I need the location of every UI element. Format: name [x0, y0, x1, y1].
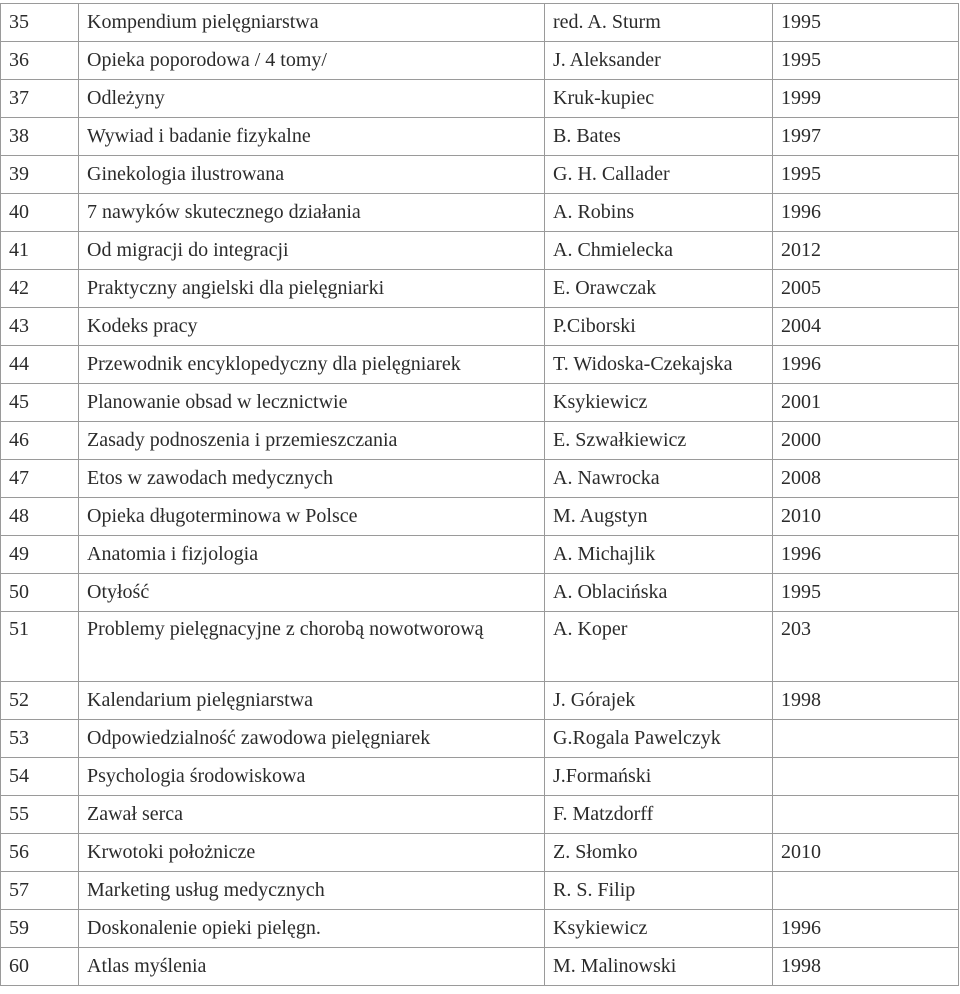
table-row: [1, 422, 959, 460]
table-row: [1, 346, 959, 384]
book-title: Opieka długoterminowa w Polsce: [79, 498, 545, 536]
book-year: 1996: [773, 536, 959, 574]
table-row: [1, 498, 959, 536]
book-author: M. Malinowski: [545, 948, 773, 986]
table-row: [1, 574, 959, 612]
book-author: T. Widoska-Czekajska: [545, 346, 773, 384]
row-number: 39: [1, 156, 79, 194]
book-author: J.Formański: [545, 758, 773, 796]
table-row: [1, 308, 959, 346]
row-number: 54: [1, 758, 79, 796]
row-number: 42: [1, 270, 79, 308]
row-number: 59: [1, 910, 79, 948]
table-row: [1, 612, 959, 682]
row-number: 46: [1, 422, 79, 460]
book-year: 2000: [773, 422, 959, 460]
book-author: E. Szwałkiewicz: [545, 422, 773, 460]
book-author: G.Rogala Pawelczyk: [545, 720, 773, 758]
book-title: Przewodnik encyklopedyczny dla pielęgniarek: [79, 346, 545, 384]
book-author: A. Oblacińska: [545, 574, 773, 612]
table-row: [1, 872, 959, 910]
book-title: Zawał serca: [79, 796, 545, 834]
row-number: 51: [1, 612, 79, 682]
row-number: 47: [1, 460, 79, 498]
row-number: 38: [1, 118, 79, 156]
row-number: 41: [1, 232, 79, 270]
book-title: Doskonalenie opieki pielęgn.: [79, 910, 545, 948]
book-year: [773, 796, 959, 834]
table-row: [1, 948, 959, 986]
row-number: 45: [1, 384, 79, 422]
book-year: 2010: [773, 834, 959, 872]
table-row: [1, 156, 959, 194]
book-year: [773, 872, 959, 910]
book-year: 1995: [773, 574, 959, 612]
book-author: A. Koper: [545, 612, 773, 682]
book-year: 203: [773, 612, 959, 682]
book-title: Marketing usług medycznych: [79, 872, 545, 910]
table-row: [1, 4, 959, 42]
row-number: 35: [1, 4, 79, 42]
book-author: P.Ciborski: [545, 308, 773, 346]
book-year: 2010: [773, 498, 959, 536]
book-author: red. A. Sturm: [545, 4, 773, 42]
row-number: 60: [1, 948, 79, 986]
table-row: [1, 720, 959, 758]
table-row: [1, 834, 959, 872]
book-author: Ksykiewicz: [545, 384, 773, 422]
row-number: 55: [1, 796, 79, 834]
row-number: 44: [1, 346, 79, 384]
row-number: 40: [1, 194, 79, 232]
book-author: J. Górajek: [545, 682, 773, 720]
book-author: E. Orawczak: [545, 270, 773, 308]
book-title: Od migracji do integracji: [79, 232, 545, 270]
book-year: 2008: [773, 460, 959, 498]
book-title: Praktyczny angielski dla pielęgniarki: [79, 270, 545, 308]
book-author: G. H. Callader: [545, 156, 773, 194]
row-number: 48: [1, 498, 79, 536]
book-year: 2005: [773, 270, 959, 308]
row-number: 56: [1, 834, 79, 872]
book-year: 1995: [773, 156, 959, 194]
book-author: J. Aleksander: [545, 42, 773, 80]
book-author: A. Robins: [545, 194, 773, 232]
book-year: [773, 720, 959, 758]
book-year: 1995: [773, 4, 959, 42]
book-year: 1998: [773, 682, 959, 720]
row-number: 37: [1, 80, 79, 118]
table-row: [1, 758, 959, 796]
row-number: 52: [1, 682, 79, 720]
table-row: [1, 194, 959, 232]
book-list-body: [1, 4, 959, 986]
book-year: [773, 758, 959, 796]
book-year: 1996: [773, 194, 959, 232]
table-row: [1, 384, 959, 422]
row-number: 53: [1, 720, 79, 758]
book-year: 1995: [773, 42, 959, 80]
table-row: [1, 536, 959, 574]
book-title: Kompendium pielęgniarstwa: [79, 4, 545, 42]
row-number: 50: [1, 574, 79, 612]
book-title: Problemy pielęgnacyjne z chorobą nowotworową: [79, 612, 545, 682]
table-row: [1, 80, 959, 118]
book-title: Wywiad i badanie fizykalne: [79, 118, 545, 156]
book-author: R. S. Filip: [545, 872, 773, 910]
book-title: Krwotoki położnicze: [79, 834, 545, 872]
book-year: 1996: [773, 910, 959, 948]
book-title: Opieka poporodowa / 4 tomy/: [79, 42, 545, 80]
book-author: M. Augstyn: [545, 498, 773, 536]
book-title: Ginekologia ilustrowana: [79, 156, 545, 194]
table-row: [1, 118, 959, 156]
book-year: 1998: [773, 948, 959, 986]
table-row: [1, 42, 959, 80]
book-author: Ksykiewicz: [545, 910, 773, 948]
book-author: Kruk-kupiec: [545, 80, 773, 118]
book-year: 2004: [773, 308, 959, 346]
book-title: 7 nawyków skutecznego działania: [79, 194, 545, 232]
table-row: [1, 682, 959, 720]
row-number: 43: [1, 308, 79, 346]
book-author: A. Chmielecka: [545, 232, 773, 270]
book-author: F. Matzdorff: [545, 796, 773, 834]
book-title: Otyłość: [79, 574, 545, 612]
book-year: 1996: [773, 346, 959, 384]
book-author: A. Nawrocka: [545, 460, 773, 498]
row-number: 49: [1, 536, 79, 574]
book-title: Odleżyny: [79, 80, 545, 118]
table-row: [1, 910, 959, 948]
book-title: Kalendarium pielęgniarstwa: [79, 682, 545, 720]
book-year: 1999: [773, 80, 959, 118]
book-author: Z. Słomko: [545, 834, 773, 872]
table-row: [1, 796, 959, 834]
table-row: [1, 270, 959, 308]
book-author: A. Michajlik: [545, 536, 773, 574]
book-title: Anatomia i fizjologia: [79, 536, 545, 574]
book-title: Psychologia środowiskowa: [79, 758, 545, 796]
table-row: [1, 232, 959, 270]
book-title: Kodeks pracy: [79, 308, 545, 346]
book-author: B. Bates: [545, 118, 773, 156]
book-title: Atlas myślenia: [79, 948, 545, 986]
book-year: 1997: [773, 118, 959, 156]
book-title: Odpowiedzialność zawodowa pielęgniarek: [79, 720, 545, 758]
row-number: 36: [1, 42, 79, 80]
row-number: 57: [1, 872, 79, 910]
book-list-table: [0, 3, 959, 986]
book-year: 2001: [773, 384, 959, 422]
book-year: 2012: [773, 232, 959, 270]
book-title: Etos w zawodach medycznych: [79, 460, 545, 498]
table-row: [1, 460, 959, 498]
book-title: Planowanie obsad w lecznictwie: [79, 384, 545, 422]
book-title: Zasady podnoszenia i przemieszczania: [79, 422, 545, 460]
